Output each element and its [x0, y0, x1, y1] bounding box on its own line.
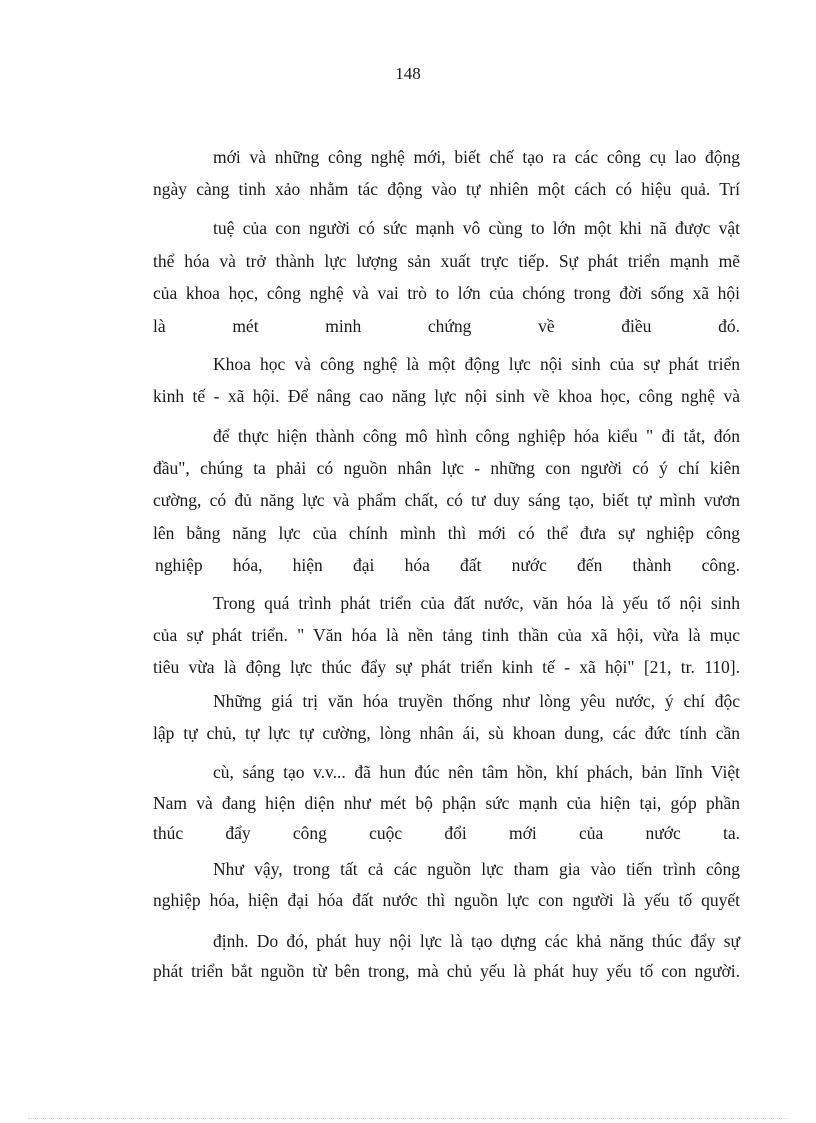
text-line: Như vậy, trong tất cả các nguồn lực tham gia vào tiến trình công [213, 859, 740, 879]
text-line: cù, sáng tạo v.v... đã hun đúc nên tâm hồn, khí phách, bản lĩnh Việt [213, 762, 740, 782]
text-line: ngày càng tinh xảo nhằm tác động vào tự nhiên một cách có hiệu quả. Trí [153, 179, 740, 199]
text-line: phát triển bắt nguồn từ bên trong, mà chủ yếu là phát huy yếu tố con người. [153, 961, 740, 981]
text-line: nghiệp hóa, hiện đại hóa đất nước thì nguồn lực con người là yếu tố quyết [153, 890, 740, 910]
text-line: mới và những công nghệ mới, biết chế tạo ra các công cụ lao động [213, 147, 740, 167]
text-line: Trong quá trình phát triển của đất nước, văn hóa là yếu tố nội sinh [213, 593, 740, 613]
text-line: cường, có đủ năng lực và phẩm chất, có tư duy sáng tạo, biết tự mình vươn [153, 490, 740, 510]
text-line: tiêu vừa là động lực thúc đẩy sự phát triển kinh tế - xã hội" [21, tr. 110]. [153, 657, 740, 677]
text-line: của sự phát triển. " Văn hóa là nền tảng tinh thần của xã hội, vừa là mục [153, 625, 740, 645]
text-line: thể hóa và trở thành lực lượng sản xuất trực tiếp. Sự phát triển mạnh mẽ [153, 251, 740, 271]
text-line: thúc đẩy công cuộc đổi mới của nước ta. [153, 823, 740, 843]
text-line: để thực hiện thành công mô hình công nghiệp hóa kiểu " đi tắt, đón [213, 426, 740, 446]
text-line: Những giá trị văn hóa truyền thống như lòng yêu nước, ý chí độc [213, 691, 740, 711]
text-line: đầu", chúng ta phải có nguồn nhân lực - những con người có ý chí kiên [153, 458, 740, 478]
text-line: tuệ của con người có sức mạnh vô cùng to lớn một khi nã được vật [213, 218, 740, 238]
page-number: 148 [395, 64, 421, 83]
text-line: nghiệp hóa, hiện đại hóa đất nước đến thành công. [155, 555, 740, 575]
text-line: Khoa học và công nghệ là một động lực nội sinh của sự phát triển [213, 354, 740, 374]
text-line: của khoa học, công nghệ và vai trò to lớn của chóng trong đời sống xã hội [153, 283, 740, 303]
text-line: Nam và đang hiện diện như mét bộ phận sức mạnh của hiện tại, góp phần [153, 793, 740, 813]
text-line: kinh tế - xã hội. Để nâng cao năng lực nội sinh về khoa học, công nghệ và [153, 386, 740, 406]
text-line: lên bằng năng lực của chính mình thì mới có thể đưa sự nghiệp công [153, 523, 740, 543]
text-line: lập tự chủ, tự lực tự cường, lòng nhân ái, sù khoan dung, các đức tính cần [153, 723, 740, 743]
text-line: là mét minh chứng về điều đó. [153, 316, 740, 336]
page-bottom-border [28, 1118, 788, 1119]
text-line: định. Do đó, phát huy nội lực là tạo dựng các khả năng thúc đẩy sự [213, 931, 740, 951]
